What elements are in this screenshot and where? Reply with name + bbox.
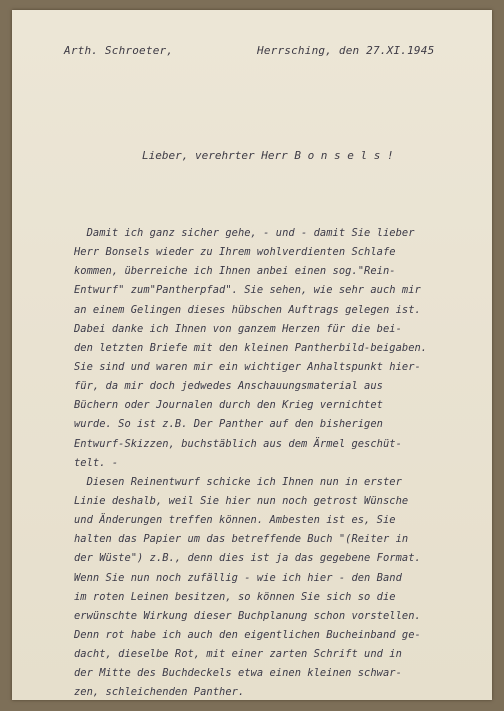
body-line: Diesen Reinentwurf schicke ich Ihnen nun in erster [74,475,402,488]
body-line: im roten Leinen besitzen, so können Sie sich so die [74,590,396,603]
body-line: zen, schleichenden Panther. [74,686,245,699]
body-line: den letzten Briefe mit den kleinen Pantherbild-beigaben. [74,341,428,354]
body-line: Büchern oder Journalen durch den Krieg vernichtet [74,399,383,412]
body-line: für, da mir doch jedwedes Anschauungsmaterial aus [74,380,383,393]
body-line: Entwurf-Skizzen, buchstäblich aus dem Ärmel geschüt- [74,437,402,450]
body-line: Wenn Sie nun noch zufällig - wie ich hier - den Band [74,571,402,584]
body-line: Linie deshalb, weil Sie hier nun noch getrost Wünsche [74,494,409,507]
body-line: Damit ich ganz sicher gehe, - und - damit Sie lieber [74,227,415,239]
body-line: telt. - [74,456,119,469]
sender-name: Arth. Schroeter, [64,44,174,57]
body-line: der Wüste") z.B., denn dies ist ja das gegebene Format. [74,552,421,565]
body-line: kommen, überreiche ich Ihnen anbei einen sog."Rein- [74,265,396,278]
salutation: Lieber, verehrter Herr B o n s e l s ! [142,149,394,162]
place-date: Herrsching, den 27.XI.1945 [257,44,435,57]
body-line: Denn rot habe ich auch den eigentlichen Bucheinband ge- [74,628,421,641]
body-line: erwünschte Wirkung dieser Buchplanung schon vorstellen. [74,609,421,622]
body-line: dacht, dieselbe Rot, mit einer zarten Schrift und in [74,648,402,661]
body-line: Sie sind und waren mir ein wichtiger Anhaltspunkt hier- [74,360,421,373]
body-line: wurde. So ist z.B. Der Panther auf den bisherigen [74,418,383,431]
body-line: Herr Bonsels wieder zu Ihrem wohlverdienten Schlafe [74,246,396,259]
body-line: an einem Gelingen dieses hübschen Auftrags gelegen ist. [74,303,421,316]
body-line: und Änderungen treffen können. Ambesten ist es, Sie [74,514,396,527]
body-line: halten das Papier um das betreffende Buch "(Reiter in [74,533,409,546]
body-line: Dabei danke ich Ihnen von ganzem Herzen für die bei- [74,322,402,335]
letter-body [74,224,479,700]
body-line: der Mitte des Buchdeckels etwa einen kleinen schwar- [74,667,402,680]
body-line: Entwurf" zum"Pantherpfad". Sie sehen, wie sehr auch mir [74,284,421,297]
letter-page [12,10,492,700]
